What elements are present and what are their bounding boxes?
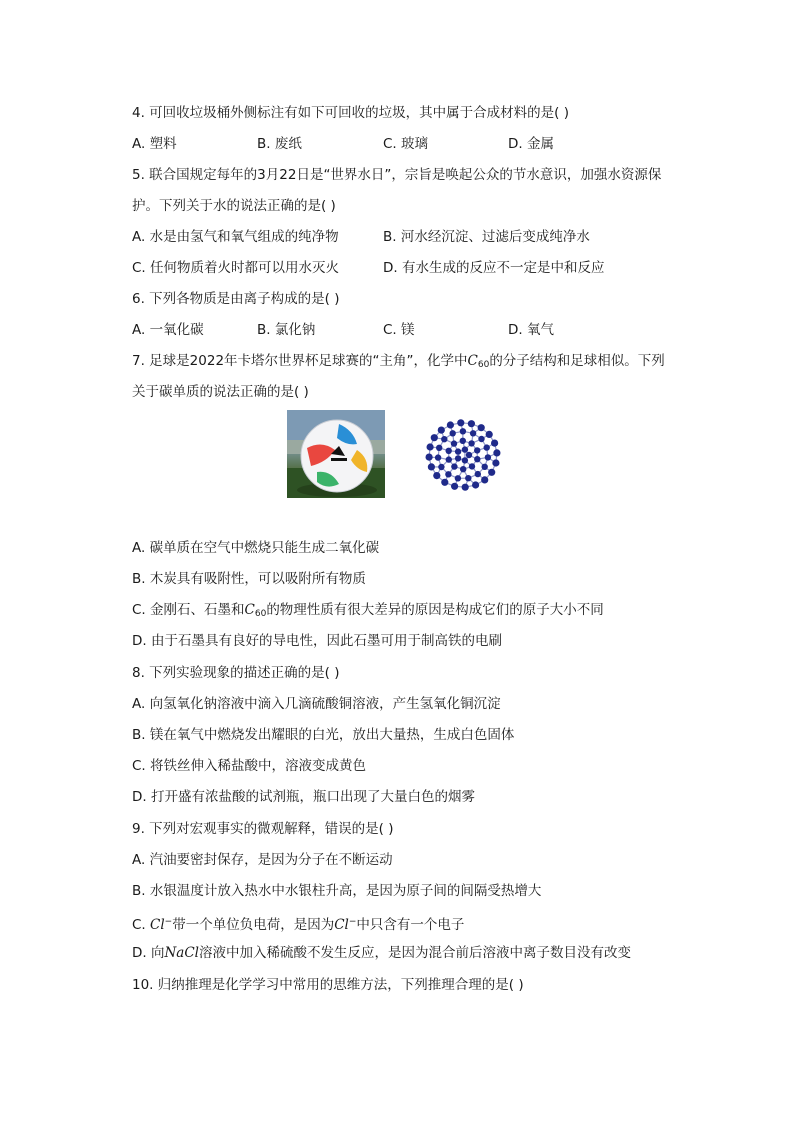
c60-atom xyxy=(447,421,454,428)
c60-atom xyxy=(488,469,495,476)
c60-atom xyxy=(451,463,457,469)
c60-atom xyxy=(455,448,461,454)
c60-atom xyxy=(485,454,491,460)
c60-atom xyxy=(455,455,461,461)
q9-option-c-part3: 中只含有一个电子 xyxy=(356,917,465,933)
q6-option-d: D. 氧气 xyxy=(508,322,554,338)
c60-atom xyxy=(481,476,488,483)
c60-atom xyxy=(446,448,452,454)
q9-option-c xyxy=(132,913,464,934)
q4-option-d: D. 金属 xyxy=(508,136,554,152)
c60-atom xyxy=(451,483,458,490)
q7-option-a: A. 碳单质在空气中燃烧只能生成二氧化碳 xyxy=(132,540,380,556)
c60-atom xyxy=(468,440,474,446)
q8-stem: 8. 下列实验现象的描述正确的是( ) xyxy=(132,665,340,681)
c60-subscript: 60 xyxy=(477,360,490,370)
q7-option-c-part1: C. 金刚石、石墨和 xyxy=(132,602,245,618)
c60-atom xyxy=(441,479,448,486)
c60-atom xyxy=(460,438,466,444)
q9-stem: 9. 下列对宏观事实的微观解释，错误的是( ) xyxy=(132,821,394,837)
q5-option-d: D. 有水生成的反应不一定是中和反应 xyxy=(383,260,605,276)
c60-atom xyxy=(427,443,434,450)
c60-atom xyxy=(460,428,466,434)
q8-option-c: C. 将铁丝伸入稀盐酸中，溶液变成黄色 xyxy=(132,758,367,774)
c60-atom xyxy=(455,475,461,481)
q9-option-d xyxy=(132,944,631,962)
c60-atom xyxy=(492,459,499,466)
c60-atom xyxy=(475,471,481,477)
c60-atom xyxy=(491,440,498,447)
c60-atom xyxy=(484,444,490,450)
c60-atom xyxy=(435,454,441,460)
q4-option-b: B. 废纸 xyxy=(257,136,302,152)
q5-stem-line2: 护。下列关于水的说法正确的是( ) xyxy=(132,198,336,214)
q7-option-d: D. 由于石墨具有良好的导电性，因此石墨可用于制高铁的电刷 xyxy=(132,633,502,649)
q9-option-d-part1: D. 向 xyxy=(132,945,165,961)
c60-atom xyxy=(474,456,480,462)
c60-atom xyxy=(486,431,493,438)
c60-symbol: C xyxy=(467,353,478,369)
c60-atom xyxy=(462,484,469,491)
q4-stem: 4. 可回收垃圾桶外侧标注有如下可回收的垃圾，其中属于合成材料的是( ) xyxy=(132,105,569,121)
c60-atom xyxy=(482,464,488,470)
c60-atom xyxy=(441,436,447,442)
q6-stem: 6. 下列各物质是由离子构成的是( ) xyxy=(132,291,340,307)
c60-atom xyxy=(431,434,438,441)
q7-stem-part2: 的分子结构和足球相似。下列 xyxy=(489,353,665,369)
c60-atom xyxy=(462,457,468,463)
q6-option-b: B. 氯化钠 xyxy=(257,322,316,338)
chloride-symbol-2: Cl xyxy=(334,917,349,933)
q7-option-b: B. 木炭具有吸附性，可以吸附所有物质 xyxy=(132,571,366,587)
q10-stem: 10. 归纳推理是化学学习中常用的思维方法，下列推理合理的是( ) xyxy=(132,977,524,993)
c60-atom xyxy=(493,449,500,456)
c60-atom xyxy=(478,424,485,431)
c60-atom xyxy=(478,436,484,442)
c60-atom xyxy=(466,452,472,458)
c60-atom xyxy=(438,427,445,434)
c60-atom xyxy=(468,420,475,427)
q4-option-a: A. 塑料 xyxy=(132,136,177,152)
q8-option-d: D. 打开盛有浓盐酸的试剂瓶，瓶口出现了大量白色的烟雾 xyxy=(132,789,475,805)
q8-option-b: B. 镁在氧气中燃烧发出耀眼的白光，放出大量热，生成白色固体 xyxy=(132,727,515,743)
c60-subscript-option: 60 xyxy=(254,609,267,619)
c60-atom xyxy=(433,472,440,479)
q5-option-c: C. 任何物质着火时都可以用水灭火 xyxy=(132,260,340,276)
chloride-charge: − xyxy=(164,917,173,927)
q7-option-c xyxy=(132,601,604,623)
q4-option-c: C. 玻璃 xyxy=(383,136,429,152)
q7-option-c-part2: 的物理性质有很大差异的原因是构成它们的原子大小不同 xyxy=(266,602,604,618)
q7-stem-part1: 7. 足球是2022年卡塔尔世界杯足球赛的“主角”，化学中 xyxy=(132,353,468,369)
nacl-formula: NaCl xyxy=(164,945,199,961)
soccer-ball-illustration xyxy=(287,410,385,498)
q5-option-a: A. 水是由氢气和氧气组成的纯净物 xyxy=(132,229,339,245)
q5-option-b: B. 河水经沉淀、过滤后变成纯净水 xyxy=(383,229,590,245)
q7-stem-line1 xyxy=(132,352,665,374)
chloride-symbol: Cl xyxy=(150,917,165,933)
c60-atom xyxy=(426,454,433,461)
c60-atom xyxy=(472,481,479,488)
q7-stem-line2: 关于碳单质的说法正确的是( ) xyxy=(132,384,309,400)
chloride-charge-2: − xyxy=(348,917,357,927)
c60-atom xyxy=(428,463,435,470)
c60-atom xyxy=(445,471,451,477)
c60-atom xyxy=(474,447,480,453)
c60-atom xyxy=(460,466,466,472)
q6-option-c: C. 镁 xyxy=(383,322,415,338)
c60-atom xyxy=(470,430,476,436)
c60-symbol-option: C xyxy=(244,602,255,618)
c60-molecule-image xyxy=(417,412,509,498)
c60-atom xyxy=(457,419,464,426)
soccer-ball-image xyxy=(287,410,385,498)
q8-option-a: A. 向氢氧化钠溶液中滴入几滴硫酸铜溶液，产生氢氧化铜沉淀 xyxy=(132,696,501,712)
c60-atom xyxy=(469,463,475,469)
c60-atom xyxy=(465,475,471,481)
q9-option-b: B. 水银温度计放入热水中水银柱升高，是因为原子间的间隔受热增大 xyxy=(132,883,542,899)
q9-option-a: A. 汽油要密封保存，是因为分子在不断运动 xyxy=(132,852,393,868)
c60-atom xyxy=(450,430,456,436)
q9-option-c-part1: C. xyxy=(132,917,151,933)
q9-option-c-part2: 带一个单位负电荷，是因为 xyxy=(172,917,335,933)
c60-atom xyxy=(451,440,457,446)
c60-atom xyxy=(446,456,452,462)
q9-option-d-part2: 溶液中加入稀硫酸不发生反应，是因为混合前后溶液中离子数目没有改变 xyxy=(199,945,631,961)
c60-molecule-illustration xyxy=(417,412,509,498)
q6-option-a: A. 一氧化碳 xyxy=(132,322,204,338)
c60-atom xyxy=(436,445,442,451)
c60-atom xyxy=(438,464,444,470)
q5-stem-line1: 5. 联合国规定每年的3月22日是“世界水日”，宗旨是唤起公众的节水意识，加强水资源保 xyxy=(132,167,662,183)
c60-atom xyxy=(462,446,468,452)
